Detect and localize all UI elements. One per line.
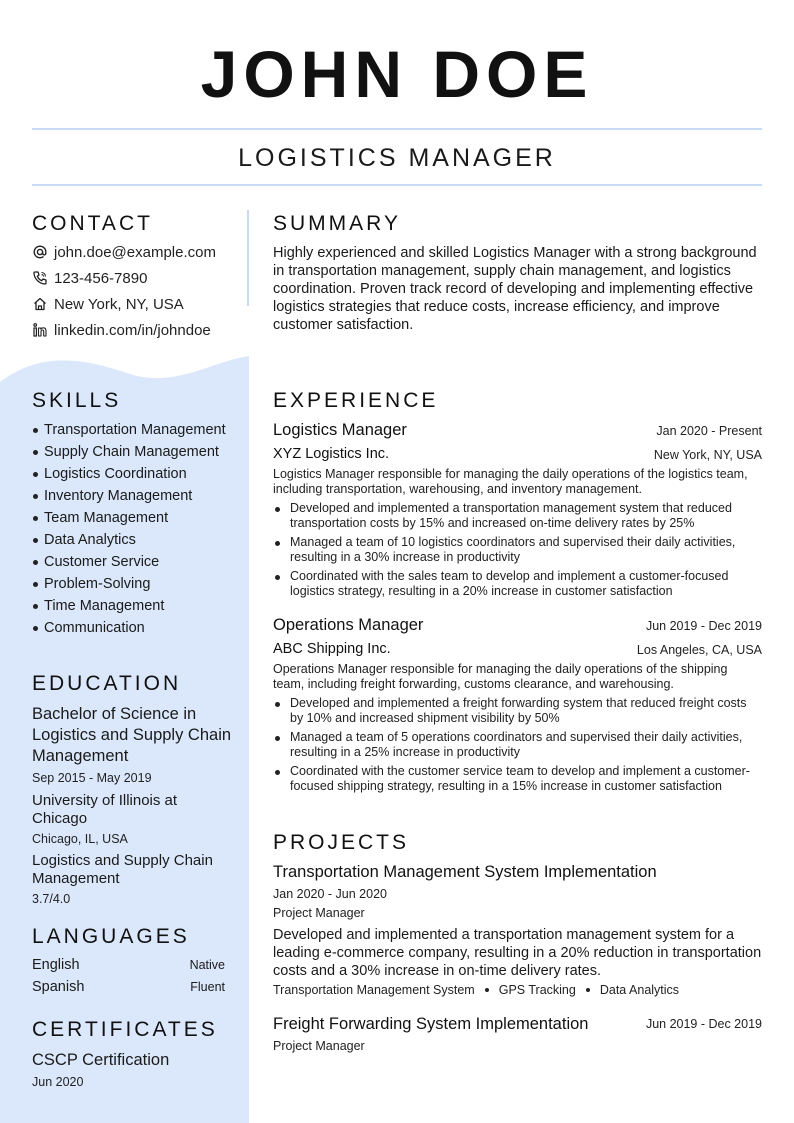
education-gpa: 3.7/4.0 — [32, 892, 71, 906]
language-row — [32, 979, 225, 995]
job-title: Logistics Manager — [273, 421, 407, 439]
job-company: XYZ Logistics Inc. — [273, 446, 390, 462]
skill-item: Inventory Management — [32, 487, 232, 505]
contact-phone[interactable] — [32, 268, 147, 288]
job-achievements — [273, 696, 763, 798]
contact-location — [32, 294, 184, 314]
language-row — [32, 957, 225, 973]
job-achievements — [273, 501, 763, 603]
job-dates: Jan 2020 - Present — [656, 424, 762, 438]
contact-location-text: New York, NY, USA — [54, 295, 184, 313]
education-heading: EDUCATION — [32, 672, 182, 695]
contact-heading: CONTACT — [32, 212, 153, 235]
at-icon — [32, 244, 48, 260]
contact-email-text: john.doe@example.com — [54, 243, 216, 261]
achievement-item: Managed a team of 10 logistics coordinators and supervised their daily activities, resulting in a 30% increase in productivity — [273, 535, 763, 565]
phone-icon — [32, 270, 48, 286]
home-icon — [32, 296, 48, 312]
skill-item: Team Management — [32, 509, 232, 527]
job-location: Los Angeles, CA, USA — [636, 643, 762, 657]
project-tag: GPS Tracking — [498, 983, 576, 997]
achievement-item: Managed a team of 5 operations coordinators and supervised their daily activities, resulting in a 25% increase in productivity — [273, 730, 763, 760]
education-location: Chicago, IL, USA — [32, 832, 128, 846]
experience-heading: EXPERIENCE — [273, 389, 439, 412]
education-school: University of Illinois at Chicago — [32, 792, 178, 827]
linkedin-icon — [32, 322, 48, 338]
contact-linkedin-text: linkedin.com/in/johndoe — [54, 321, 211, 339]
project-title: Freight Forwarding System Implementation — [273, 1015, 589, 1033]
skill-item: Data Analytics — [32, 531, 232, 549]
skill-item: Time Management — [32, 597, 232, 615]
achievement-item: Developed and implemented a freight forwarding system that reduced freight costs by 10% and increased shipment visibility by 50% — [273, 696, 763, 726]
project-role: Project Manager — [273, 906, 365, 920]
languages-heading: LANGUAGES — [32, 925, 190, 948]
certificate-name: CSCP Certification — [32, 1051, 170, 1069]
achievement-item: Coordinated with the sales team to develop and implement a customer-focused logistics strategy, resulting in a 20% increase in customer satisfaction — [273, 569, 763, 599]
job-title: Operations Manager — [273, 616, 424, 634]
contact-phone-text: 123-456-7890 — [54, 269, 148, 287]
tag-separator — [485, 988, 489, 992]
summary-text: Highly experienced and skilled Logistics Manager with a strong background in transportation management, supply chain management, and logistics coordination. Proven track record of developing and implementing effective logistics strategies that reduce costs, increase efficiency, and improve customer satisfaction. — [273, 245, 757, 333]
skill-item: Logistics Coordination — [32, 465, 232, 483]
skill-item: Problem-Solving — [32, 575, 232, 593]
project-tag: Data Analytics — [599, 983, 680, 997]
language-level: Native — [189, 958, 225, 972]
contact-email[interactable] — [32, 242, 216, 262]
summary-heading: SUMMARY — [273, 212, 401, 235]
education-degree: Bachelor of Science in Logistics and Supply Chain Management — [32, 705, 232, 765]
certificates-heading: CERTIFICATES — [32, 1018, 218, 1041]
language-level: Fluent — [190, 980, 225, 994]
job-description: Operations Manager responsible for managing the daily operations of the shipping team, including freight forwarding, customs clearance, and warehousing. — [273, 662, 728, 691]
projects-heading: PROJECTS — [273, 831, 410, 854]
contact-linkedin[interactable] — [32, 320, 211, 340]
project-title: Transportation Management System Implementation — [273, 863, 657, 881]
skill-item: Customer Service — [32, 553, 232, 571]
project-tags — [273, 983, 679, 997]
resume-name: JOHN DOE — [200, 37, 594, 111]
project-role: Project Manager — [273, 1039, 365, 1053]
job-company: ABC Shipping Inc. — [273, 641, 391, 657]
header-bottom-rule — [32, 184, 762, 186]
column-divider — [247, 210, 249, 306]
job-dates: Jun 2019 - Dec 2019 — [645, 619, 762, 633]
skill-item: Communication — [32, 619, 232, 637]
job-location: New York, NY, USA — [653, 448, 762, 462]
skills-heading: SKILLS — [32, 389, 122, 412]
project-dates: Jan 2020 - Jun 2020 — [273, 887, 387, 901]
achievement-item: Coordinated with the customer service team to develop and implement a customer-focused shipping strategy, resulting in a 15% increase in customer satisfaction — [273, 764, 763, 794]
education-entry — [32, 704, 232, 908]
header-top-rule — [32, 128, 762, 130]
project-dates: Jun 2019 - Dec 2019 — [645, 1017, 762, 1031]
tag-separator — [586, 988, 590, 992]
education-dates: Sep 2015 - May 2019 — [32, 771, 152, 785]
education-field: Logistics and Supply Chain Management — [32, 852, 213, 887]
language-name: Spanish — [32, 979, 85, 995]
skill-item: Supply Chain Management — [32, 443, 232, 461]
skill-item: Transportation Management — [32, 421, 232, 439]
resume-job-title: LOGISTICS MANAGER — [238, 144, 556, 172]
certificate-entry — [32, 1050, 232, 1091]
achievement-item: Developed and implemented a transportation management system that reduced transportation costs by 15% and increased on-time delivery rates by 25% — [273, 501, 763, 531]
skills-list — [32, 421, 232, 641]
language-name: English — [32, 957, 80, 973]
project-tag: Transportation Management System — [273, 983, 475, 997]
certificate-date: Jun 2020 — [32, 1075, 84, 1089]
job-description: Logistics Manager responsible for managing the daily operations of the logistics team, including transportation, warehousing, and inventory management. — [273, 467, 748, 496]
project-description: Developed and implemented a transportation management system for a leading e-commerce company, resulting in a 20% reduction in transportation costs and a 30% increase in on-time delivery rates. — [273, 927, 762, 979]
